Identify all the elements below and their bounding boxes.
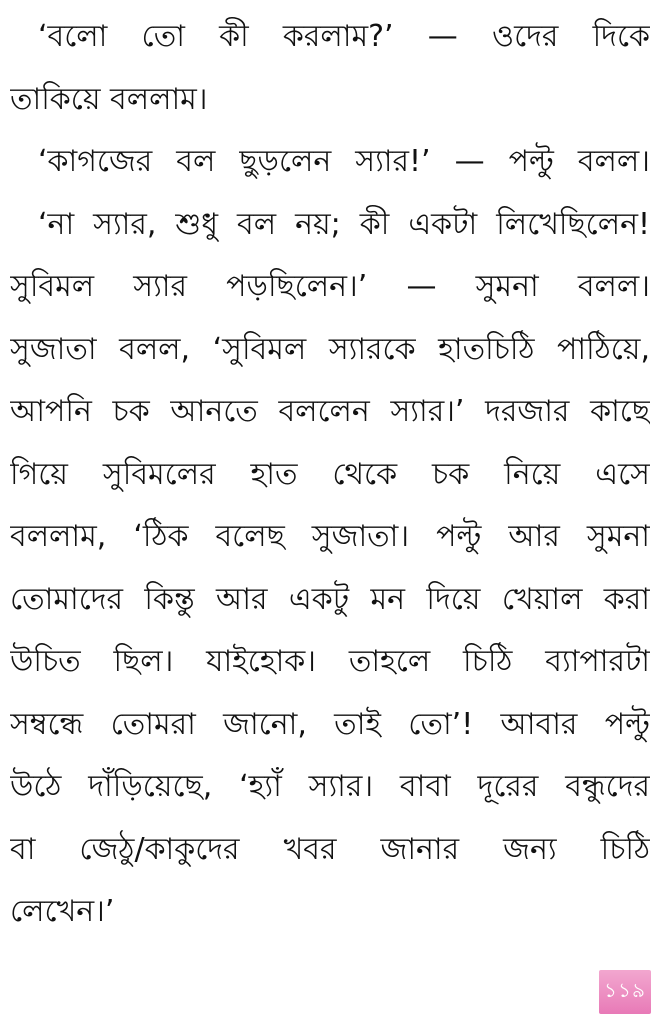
story-text	[10, 6, 650, 944]
text-line-14: বা জেঠু/কাকুদের খবর জানার জন্য চিঠি	[10, 831, 650, 867]
text-line-5: সুবিমল স্যার পড়ছিলেন।’ — সুমনা বলল।	[10, 269, 650, 304]
text-line-7: আপনি চক আনতে বললেন স্যার।’ দরজার কাছে	[10, 394, 650, 429]
text-line-8: গিয়ে সুবিমলের হাত থেকে চক নিয়ে এসে	[10, 456, 650, 492]
text-line-10: তোমাদের কিন্তু আর একটু মন দিয়ে খেয়াল করা	[10, 581, 650, 617]
text-line-12: সম্বন্ধে তোমরা জানো, তাই তো’! আবার পল্টু	[10, 706, 650, 742]
text-line-2: তাকিয়ে বললাম।	[10, 81, 208, 117]
text-line-6: সুজাতা বলল, ‘সুবিমল স্যারকে হাতচিঠি পাঠিয়ে,	[10, 331, 650, 367]
text-line-4: ‘না স্যার, শুধু বল নয়; কী একটা লিখেছিলেন!	[38, 206, 650, 242]
text-line-1: ‘বলো তো কী করলাম?’ — ওদের দিকে	[38, 19, 650, 54]
text-line-9: বললাম, ‘ঠিক বলেছ সুজাতা। পল্টু আর সুমনা	[10, 519, 650, 554]
text-line-15: লেখেন।’	[10, 894, 115, 929]
text-line-13: উঠে দাঁড়িয়েছে, ‘হ্যাঁ স্যার। বাবা দূরের বন্ধুদের	[10, 769, 650, 804]
page-number-badge: ১১৯	[599, 970, 651, 1014]
text-line-11: উচিত ছিল। যাইহোক। তাহলে চিঠি ব্যাপারটা	[10, 644, 650, 679]
text-line-3: ‘কাগজের বল ছুড়লেন স্যার!’ — পল্টু বলল।	[38, 144, 650, 179]
